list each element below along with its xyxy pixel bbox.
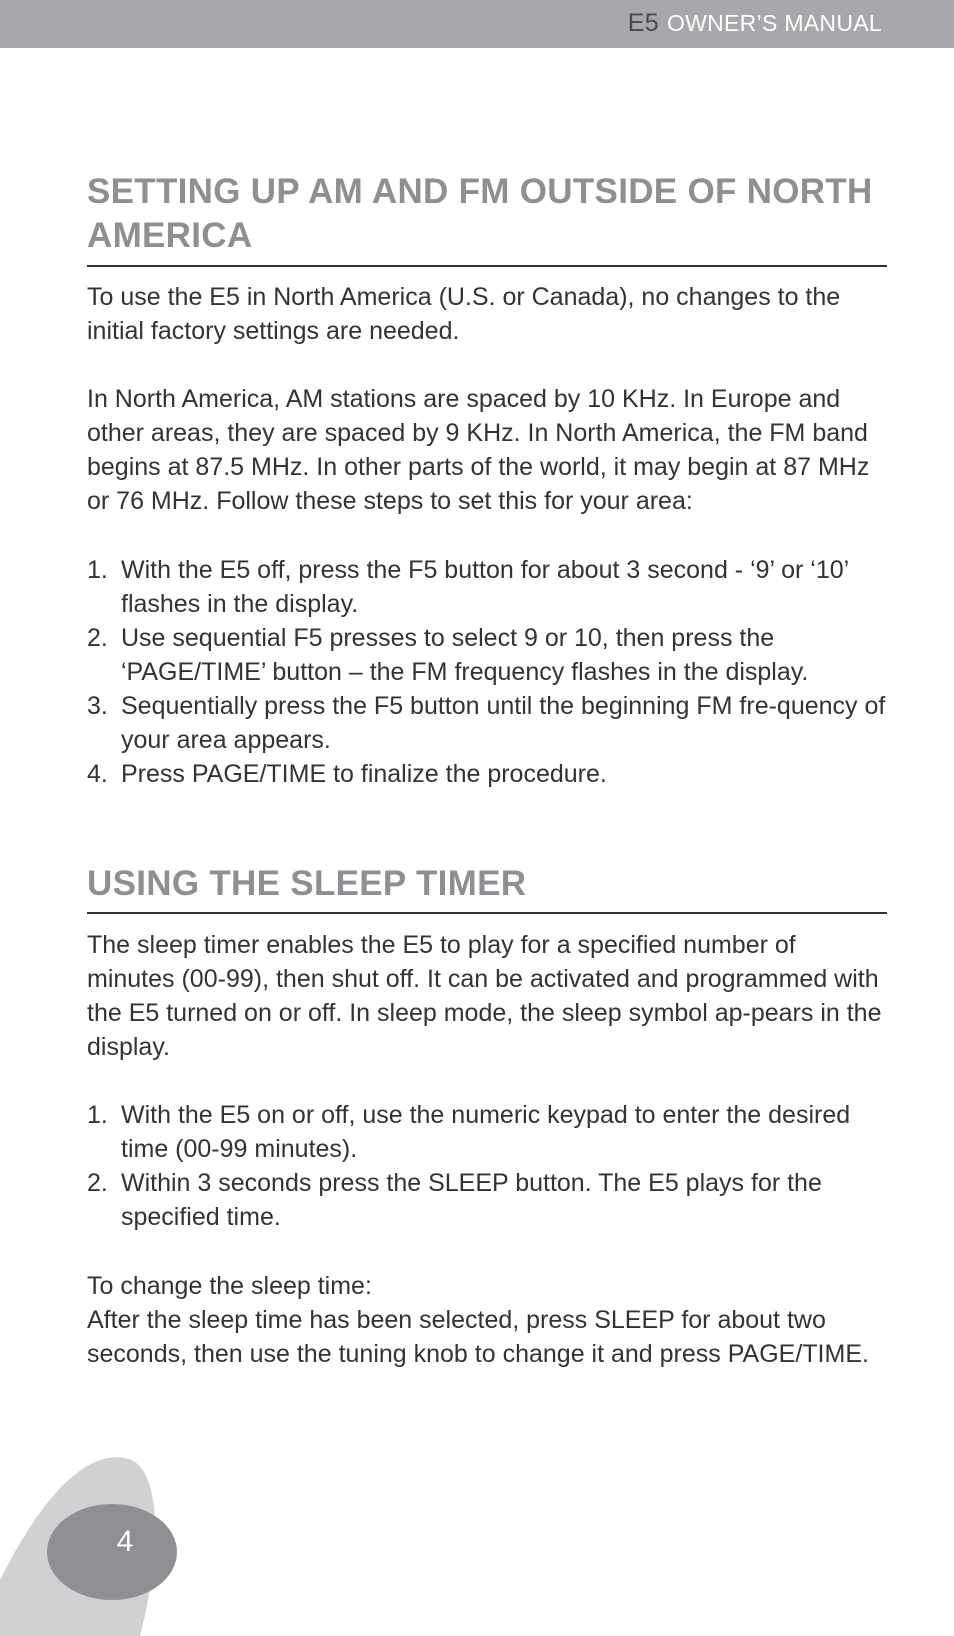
section-paragraph: In North America, AM stations are spaced by 10 KHz. In Europe and other areas, they are spaced by 9 KHz. In North America, the FM band begins at 87.5 MHz. In other parts of the world, it may begin at 87 MHz or 76 MHz. Follow these steps to set this for your area:: [87, 385, 870, 515]
section-divider: [87, 265, 887, 267]
list-item: [87, 621, 887, 689]
step-text: Within 3 seconds press the SLEEP button. The E5 plays for the specified time.: [121, 1169, 822, 1231]
list-item: [87, 1166, 887, 1234]
header-model: E5: [627, 9, 659, 37]
header-bar: [0, 0, 954, 48]
steps-list: [87, 553, 887, 791]
list-item: [87, 553, 887, 621]
list-item: [87, 1098, 887, 1166]
running-header: [628, 9, 882, 38]
step-text: Press PAGE/TIME to finalize the procedure.: [121, 760, 607, 788]
section-divider: [87, 912, 887, 914]
section-paragraph: The sleep timer enables the E5 to play for a specified number of minutes (00-99), then shut off. It can be activated and programmed with the E5 turned on or off. In sleep mode, the sleep symbol ap-pears in the display.: [87, 931, 882, 1061]
list-item: [87, 689, 887, 757]
section-title-sleep-timer: USING THE SLEEP TIMER: [87, 864, 527, 903]
section-paragraph: To change the sleep time:: [87, 1272, 372, 1300]
step-text: Sequentially press the F5 button until the beginning FM fre-quency of your area appears.: [121, 692, 886, 754]
step-number: 1.: [87, 1101, 108, 1129]
page-number: 4: [116, 1525, 134, 1558]
step-text: With the E5 off, press the F5 button for about 3 second - ‘9’ or ‘10’ flashes in the display.: [121, 556, 849, 618]
step-text: With the E5 on or off, use the numeric keypad to enter the desired time (00-99 minutes).: [121, 1101, 851, 1163]
step-number: 2.: [87, 624, 108, 652]
section-paragraph: To use the E5 in North America (U.S. or Canada), no changes to the initial factory settings are needed.: [87, 283, 841, 345]
section-paragraph: After the sleep time has been selected, press SLEEP for about two seconds, then use the tuning knob to change it and press PAGE/TIME.: [87, 1306, 869, 1368]
step-text: Use sequential F5 presses to select 9 or 10, then press the ‘PAGE/TIME’ button – the FM frequency flashes in the display.: [121, 624, 809, 686]
header-title: OWNER’S MANUAL: [666, 10, 882, 36]
list-item: [87, 757, 887, 791]
step-number: 4.: [87, 760, 108, 788]
section-title-am-fm: SETTING UP AM AND FM OUTSIDE OF NORTH AMERICA: [87, 172, 873, 255]
step-number: 2.: [87, 1169, 108, 1197]
steps-list: [87, 1098, 887, 1234]
step-number: 3.: [87, 692, 108, 720]
step-number: 1.: [87, 556, 108, 584]
